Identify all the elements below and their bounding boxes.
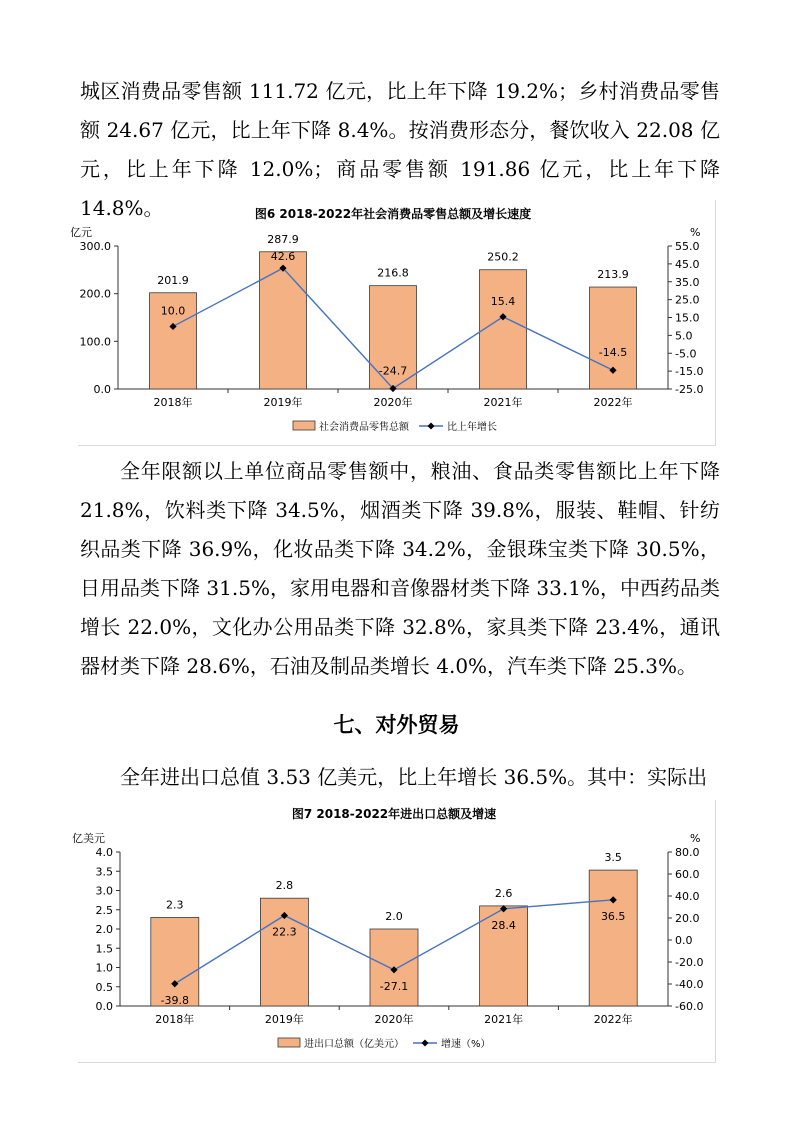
chart6-bar-label: 250.2 <box>487 250 519 264</box>
chart7-growth-label: 28.4 <box>491 918 516 932</box>
chart-retail-sales <box>70 200 716 446</box>
chart7-legend-line-label: 增速（%） <box>441 1039 491 1050</box>
chart7-y2-tick-label: 0.0 <box>675 934 693 947</box>
chart7-legend-bar-swatch <box>278 1038 300 1047</box>
chart7-y-tick-label: 1.0 <box>95 961 113 975</box>
chart-import-export <box>72 800 716 1063</box>
chart7-y-tick-label: 2.5 <box>95 903 113 917</box>
chart6-bar-label: 213.9 <box>597 268 629 282</box>
chart6-bar-label: 216.8 <box>377 266 409 280</box>
chart6-y2-tick-label: 25.0 <box>675 293 700 307</box>
paragraph-foreign-trade: 全年进出口总值 3.53 亿美元，比上年增长 36.5%。其中：实际出 <box>120 765 708 789</box>
chart7-bar-label: 2.3 <box>166 898 184 912</box>
chart6-y-tick-label: 300.0 <box>79 240 111 253</box>
chart7-growth-label: -27.1 <box>379 979 409 993</box>
chart6-x-tick-label: 2019年 <box>263 396 303 409</box>
chart7-bar-label: 2.8 <box>275 879 294 893</box>
paragraph-retail-categories: 全年限额以上单位商品零售额中，粮油、食品类零售额比上年下降 21.8%，饮料类下降 34.5%，烟酒类下降 39.8%，服装、鞋帽、针纺织品类下降 36.9%，化妆品类下降 34.2%，金银珠宝类下降 30.5%，日用品类下降 31.5%，家用电器和音像器材类下降 33.1%，中西药品类增长 22.0%，文化办公用品类下降 32.8%，家具类下降 23.4%，通讯器材类下降 28.6%，石油及制品类增长 4.0%，汽车类下降 25.3%。 <box>80 459 720 678</box>
chart6-growth-label: -24.7 <box>378 364 408 378</box>
chart7-x-tick-label: 2021年 <box>484 1013 524 1026</box>
chart6-x-tick-label: 2021年 <box>483 396 523 409</box>
chart7-y2-tick-label: -40.0 <box>675 978 704 991</box>
chart6-y2-tick-label: 45.0 <box>675 257 700 271</box>
chart6-legend-line-marker <box>428 423 435 430</box>
section-heading-foreign-trade: 七、对外贸易 <box>333 713 460 737</box>
chart6-legend-bar-swatch <box>293 421 315 430</box>
chart7-bar-label: 2.6 <box>494 886 513 900</box>
chart6-bar <box>480 270 527 389</box>
chart6-ylabel: 亿元 <box>70 226 92 239</box>
chart6-y2-tick-label: -15.0 <box>675 365 704 379</box>
chart7-growth-label: -39.8 <box>160 993 190 1007</box>
chart7-legend-bar-label: 进出口总额（亿美元） <box>304 1039 404 1050</box>
chart6-y2-tick-label: 5.0 <box>675 329 693 343</box>
chart7-bar <box>151 917 199 1006</box>
chart7-y2-tick-label: 20.0 <box>675 912 700 925</box>
chart6-y-tick-label: 100.0 <box>79 335 111 349</box>
chart7-y-tick-label: 2.0 <box>95 923 113 936</box>
chart6-y-tick-label: 0.0 <box>93 383 111 396</box>
chart7-y-tick-label: 0.5 <box>95 980 113 994</box>
chart6-bar <box>260 252 307 389</box>
chart6-legend-bar-label: 社会消费品零售总额 <box>319 422 409 433</box>
chart7-y-tick-label: 0.0 <box>95 1000 113 1013</box>
chart6-bar-label: 201.9 <box>157 273 189 287</box>
chart-retail-sales-svg <box>70 200 715 445</box>
chart7-y-tick-label: 1.5 <box>95 942 113 956</box>
chart7-growth-label: 36.5 <box>600 909 626 923</box>
chart7-y2label: % <box>690 832 701 845</box>
chart6-y2-tick-label: 15.0 <box>675 311 700 325</box>
chart6-x-tick-label: 2022年 <box>593 396 633 409</box>
chart7-bar-label: 2.0 <box>385 910 403 923</box>
chart6-y-tick-label: 200.0 <box>79 287 111 301</box>
chart6-y2-tick-label: 55.0 <box>675 240 700 253</box>
chart6-y2-tick-label: 35.0 <box>675 275 700 289</box>
chart7-x-tick-label: 2022年 <box>593 1013 633 1026</box>
chart7-legend-line-marker <box>422 1040 429 1047</box>
chart7-y2-tick-label: 80.0 <box>675 846 700 859</box>
chart7-y2-tick-label: 60.0 <box>675 868 700 881</box>
chart7-title: 图7 2018-2022年进出口总额及增速 <box>291 807 497 821</box>
chart7-y-tick-label: 3.5 <box>95 865 113 879</box>
chart6-legend-line-label: 比上年增长 <box>447 422 497 433</box>
chart7-y2-tick-label: -60.0 <box>675 1000 704 1013</box>
chart7-y-tick-label: 3.0 <box>95 884 113 898</box>
chart7-bar-label: 3.5 <box>604 851 622 865</box>
chart6-growth-label: -14.5 <box>598 346 628 360</box>
chart7-bar <box>589 870 637 1006</box>
chart6-y2-tick-label: -5.0 <box>675 347 697 361</box>
chart6-x-tick-label: 2020年 <box>373 396 413 409</box>
chart6-y2label: % <box>690 226 701 239</box>
chart6-x-tick-label: 2018年 <box>153 396 193 409</box>
chart6-growth-label: 15.4 <box>490 294 516 308</box>
chart7-x-tick-label: 2018年 <box>155 1013 195 1026</box>
chart7-y2-tick-label: -20.0 <box>675 956 704 969</box>
chart7-ylabel: 亿美元 <box>72 832 105 845</box>
chart7-y-tick-label: 4.0 <box>95 846 113 859</box>
chart7-x-tick-label: 2020年 <box>374 1013 414 1026</box>
chart6-title: 图6 2018-2022年社会消费品零售总额及增长速度 <box>254 207 532 221</box>
chart6-growth-label: 42.6 <box>270 250 296 264</box>
chart6-bar-label: 287.9 <box>267 232 299 246</box>
chart6-y2-tick-label: -25.0 <box>675 383 704 396</box>
chart7-x-tick-label: 2019年 <box>264 1013 304 1026</box>
chart7-growth-label: 22.3 <box>272 925 297 939</box>
chart6-growth-label: 10.0 <box>160 304 186 318</box>
chart7-y2-tick-label: 40.0 <box>675 890 700 903</box>
chart-import-export-svg <box>72 800 715 1062</box>
paragraph-retail-urban-rural: 城区消费品零售额 111.72 亿元，比上年下降 19.2%；乡村消费品零售额 24.67 亿元，比上年下降 8.4%。按消费形态分，餐饮收入 22.08 亿元，比上年下降 12.0%；商品零售额 191.86 亿元，比上年下降 14.8%。 <box>80 79 720 220</box>
